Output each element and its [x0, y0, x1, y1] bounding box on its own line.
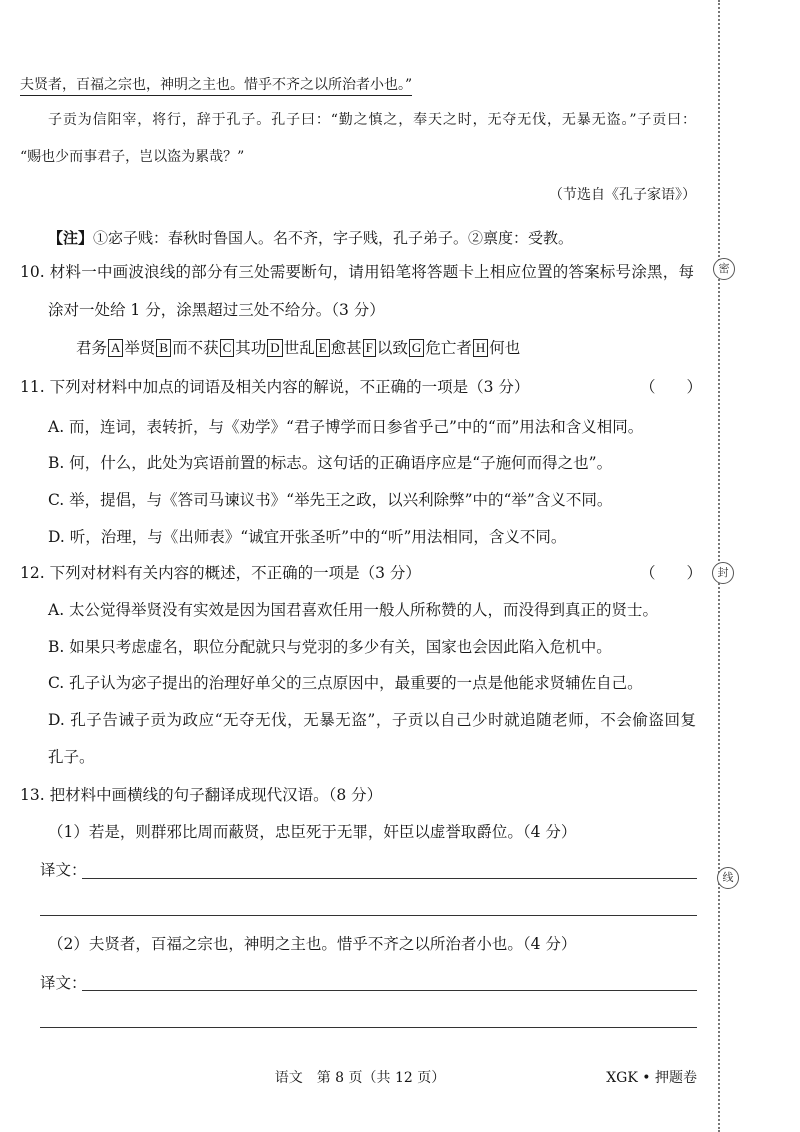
q12-option-d-continued: 孔子。	[48, 748, 95, 766]
q10-mark-box: B	[156, 339, 171, 357]
answer-line	[82, 878, 697, 879]
q10-segment: 其功	[235, 339, 267, 357]
q11-answer-bracket: （ ）	[640, 378, 703, 396]
q12-option-d: D. 孔子告诫子贡为政应“无夺无伐，无暴无盗”，子贡以自己少时就追随老师，不会偷盗回复	[48, 711, 696, 729]
q13-stem: 13. 把材料中画横线的句子翻译成现代汉语。（8 分）	[20, 786, 383, 804]
q10-sentence	[76, 338, 520, 358]
q10-segment: 何也	[489, 339, 521, 357]
q11-option-a: A. 而，连词，表转折，与《劝学》“君子博学而日参省乎己”中的“而”用法和含义相同。	[48, 418, 644, 436]
answer-line	[40, 1027, 697, 1028]
q10-mark-box: E	[316, 339, 330, 357]
underlined-sentence-text: 夫贤者，百福之宗也，神明之主也。惜乎不齐之以所治者小也。”	[20, 77, 412, 96]
q11-option-b: B. 何，什么，此处为宾语前置的标志。这句话的正确语序应是“子施何而得之也”。	[48, 454, 613, 472]
q10-mark-box: F	[363, 339, 376, 357]
q10-segment: 君务	[76, 339, 108, 357]
q13-item1-prompt: （1）若是，则群邪比周而蔽贤，忠臣死于无罪，奸臣以虚誉取爵位。（4 分）	[48, 823, 577, 841]
q10-mark-box: H	[473, 339, 488, 357]
seal-mark-mi: 密	[713, 258, 735, 280]
q13-item2-translation-label: 译文：	[40, 974, 87, 992]
q12-option-c: C. 孔子认为宓子提出的治理好单父的三点原因中，最重要的一点是他能求贤辅佐自己。	[48, 674, 643, 692]
seal-mark-xian: 线	[717, 867, 739, 889]
q10-stem-line1: 10. 材料一中画波浪线的部分有三处需要断句，请用铅笔将答题卡上相应位置的答案标号涂黑，每	[20, 263, 694, 281]
q10-segment: 以致	[376, 339, 408, 357]
page-number: 语文 第 8 页（共 12 页）	[274, 1070, 446, 1086]
q10-mark-box: D	[267, 339, 282, 357]
source-citation: （节选自《孔子家语》）	[549, 187, 696, 203]
q11-stem: 11. 下列对材料中加点的词语及相关内容的解说，不正确的一项是（3 分）	[20, 378, 530, 396]
q10-stem-line2: 涂对一处给 1 分，涂黑超过三处不给分。（3 分）	[48, 301, 385, 319]
q13-item2-prompt: （2）夫贤者，百福之宗也，神明之主也。惜乎不齐之以所治者小也。（4 分）	[48, 935, 577, 953]
q11-option-c: C. 举，提倡，与《答司马谏议书》“举先王之政，以兴利除弊”中的“举”含义不同。	[48, 491, 613, 509]
answer-line	[82, 990, 697, 991]
q10-segment: 危亡者	[425, 339, 472, 357]
q10-mark-box: A	[108, 339, 123, 357]
q10-segment: 举贤	[124, 339, 156, 357]
q12-stem: 12. 下列对材料有关内容的概述，不正确的一项是（3 分）	[20, 564, 421, 582]
q12-option-b: B. 如果只考虑虚名，职位分配就只与党羽的多少有关，国家也会因此陷入危机中。	[48, 638, 612, 656]
annotation-note	[48, 228, 573, 248]
q10-segment: 世乱	[283, 339, 315, 357]
q10-segment: 愈甚	[330, 339, 362, 357]
q10-segment: 而不获	[172, 339, 219, 357]
seal-mark-feng: 封	[712, 562, 734, 584]
q10-mark-box: G	[409, 339, 424, 357]
q13-item1-translation-label: 译文：	[40, 861, 87, 879]
underlined-sentence	[20, 75, 412, 95]
note-text: ①宓子贱：春秋时鲁国人。名不齐，字子贱，孔子弟子。②禀度：受教。	[93, 229, 574, 247]
paper-brand: XGK • 押题卷	[606, 1070, 697, 1086]
q10-mark-box: C	[220, 339, 235, 357]
q12-option-a: A. 太公觉得举贤没有实效是因为国君喜欢任用一般人所称赞的人，而没得到真正的贤士。	[48, 601, 659, 619]
q11-option-d: D. 听，治理，与《出师表》“诚宜开张圣听”中的“听”用法相同，含义不同。	[48, 528, 567, 546]
material-paragraph-line: “赐也少而事君子，岂以盗为累哉？”	[20, 149, 245, 165]
note-label: 【注】	[48, 229, 94, 247]
q12-answer-bracket: （ ）	[640, 564, 703, 582]
answer-line	[40, 915, 697, 916]
material-paragraph-line: 子贡为信阳宰，将行，辞于孔子。孔子曰：“勤之慎之，奉天之时，无夺无伐，无暴无盗。”子贡曰：	[48, 112, 696, 128]
